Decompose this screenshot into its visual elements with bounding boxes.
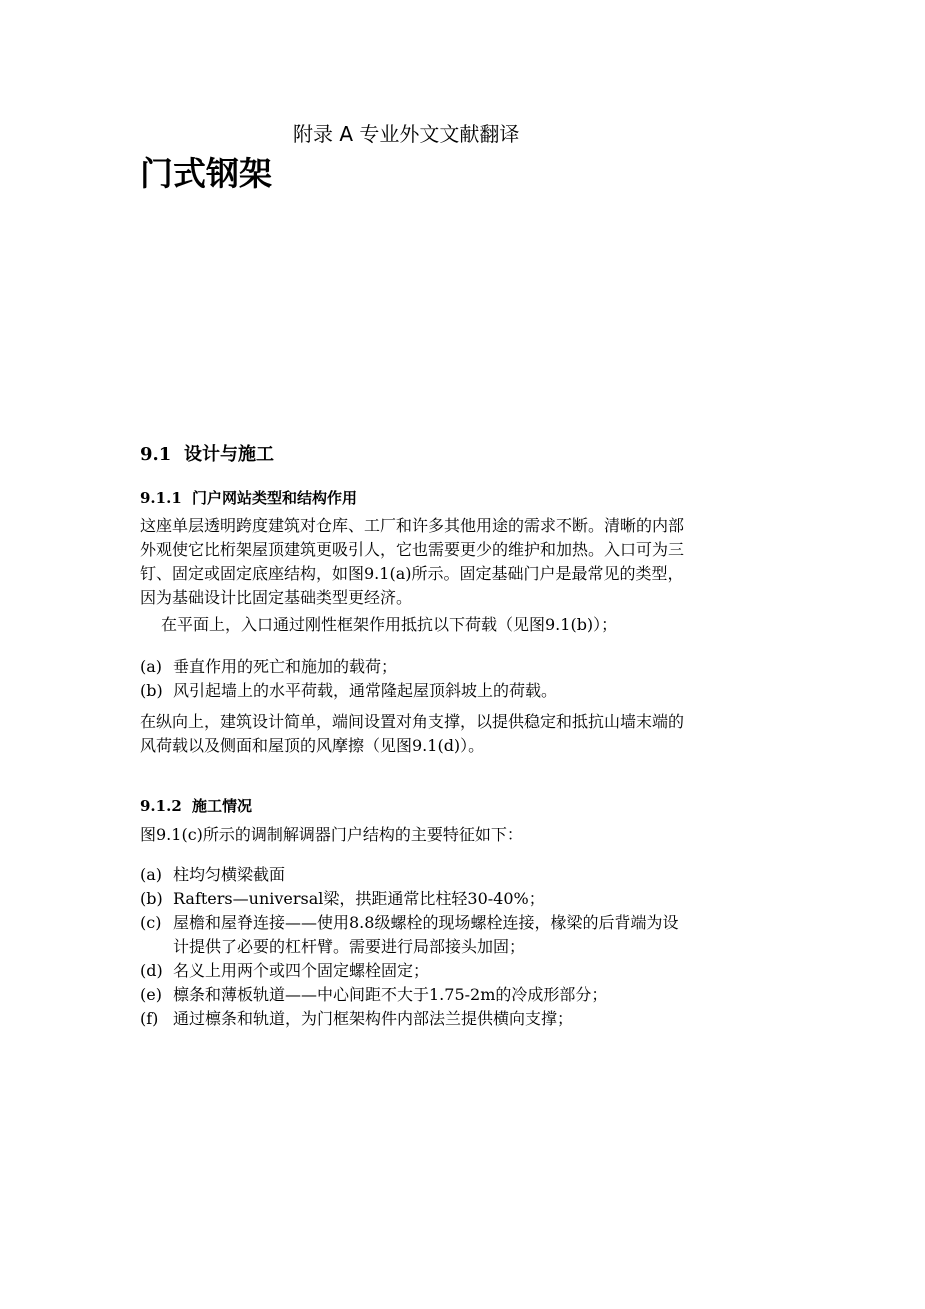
list-label: (d) [140, 961, 163, 980]
paragraph-line: 外观使它比桁架屋顶建筑更吸引人，它也需要更少的维护和加热。入口可为三 [140, 540, 685, 559]
list-label: (f) [140, 1009, 159, 1028]
paragraph-4: 图9.1(c)所示的调制解调器门户结构的主要特征如下： [140, 825, 523, 844]
list-item [140, 934, 525, 957]
section-number: 9.1 [140, 444, 172, 465]
list-item [140, 654, 397, 677]
list-text: 风引起墙上的水平荷载，通常隆起屋顶斜坡上的荷载。 [173, 681, 558, 700]
appendix-title: 附录 A 专业外文文献翻译 [293, 122, 520, 146]
subsection-number: 9.1.2 [140, 797, 182, 815]
subsection-heading [140, 795, 252, 816]
subsection-heading [140, 487, 357, 508]
list-label: (c) [140, 913, 162, 932]
list-item [140, 1006, 573, 1029]
list-text: Rafters—universal梁，拱距通常比柱轻30-40%； [173, 889, 545, 908]
list-text: 通过檩条和轨道，为门框架构件内部法兰提供横向支撑； [173, 1009, 574, 1028]
list-label: (b) [140, 889, 163, 908]
list-text: 计提供了必要的杠杆臂。需要进行局部接头加固； [173, 937, 526, 956]
list-item [140, 862, 285, 885]
chapter-title: 门式钢架 [140, 154, 272, 193]
list-text: 垂直作用的死亡和施加的载荷； [173, 657, 398, 676]
list-item [140, 958, 429, 981]
section-title: 设计与施工 [184, 444, 274, 465]
paragraph-3 [140, 710, 684, 758]
list-text: 柱均匀横梁截面 [173, 865, 286, 884]
subsection-title: 施工情况 [192, 797, 253, 815]
subsection-title: 门户网站类型和结构作用 [192, 489, 358, 507]
paragraph-1 [140, 514, 684, 610]
paragraph-line: 在纵向上，建筑设计简单，端间设置对角支撑，以提供稳定和抵抗山墙末端的 [140, 712, 685, 731]
paragraph-line: 钉、固定或固定底座结构，如图9.1(a)所示。固定基础门户是最常见的类型， [140, 564, 684, 583]
list-text: 屋檐和屋脊连接——使用8.8级螺栓的现场螺栓连接，椽梁的后背端为设 [173, 913, 679, 932]
list-item [140, 982, 607, 1005]
list-label: (e) [140, 985, 162, 1004]
list-text: 名义上用两个或四个固定螺栓固定； [173, 961, 430, 980]
list-text: 檩条和薄板轨道——中心间距不大于1.75-2m的冷成形部分； [173, 985, 608, 1004]
subsection-number: 9.1.1 [140, 489, 182, 507]
section-heading [140, 440, 274, 466]
list-label: (a) [140, 657, 163, 676]
paragraph-line: 风荷载以及侧面和屋顶的风摩擦（见图9.1(d)）。 [140, 736, 485, 755]
list-item [140, 678, 557, 701]
list-label: (a) [140, 865, 163, 884]
paragraph-2: 在平面上，入口通过刚性框架作用抵抗以下荷载（见图9.1(b)）； [161, 615, 618, 634]
list-label: (b) [140, 681, 163, 700]
paragraph-line: 因为基础设计比固定基础类型更经济。 [140, 588, 413, 607]
paragraph-line: 这座单层透明跨度建筑对仓库、工厂和许多其他用途的需求不断。清晰的内部 [140, 516, 685, 535]
list-item [140, 886, 545, 909]
list-item [140, 910, 678, 933]
